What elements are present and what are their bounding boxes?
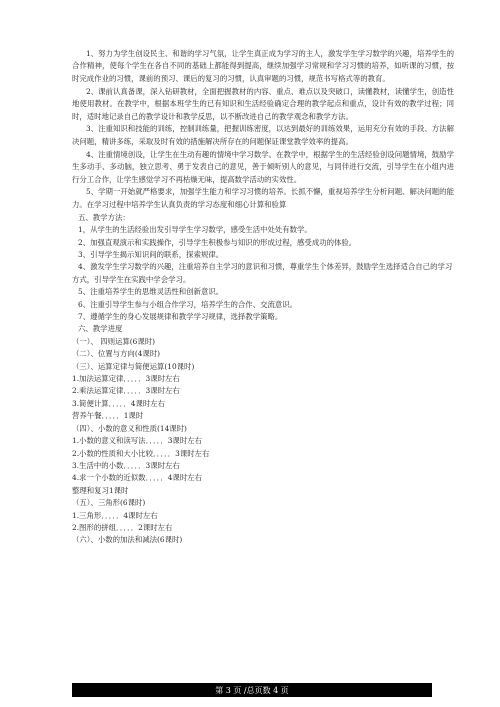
section-heading-schedule: 六、教学进度 [78, 324, 123, 334]
schedule-item: 2.图形的拼组．．．．．2课时左右 [72, 522, 173, 532]
schedule-item: 1.小数的意义和读写法．．．．．3课时左右 [72, 436, 202, 446]
schedule-item: 营养午餐．．．．．1课时 [72, 411, 144, 421]
schedule-item: 整理和复习1课时 [72, 485, 129, 495]
schedule-item: 3.简便计算．．．．．4课时左右 [72, 398, 166, 408]
schedule-item: 2.小数的性质和大小比较．．．．．3课时左右 [72, 448, 210, 458]
method-item: 4、激发学生学习数学的兴趣，注重培养自主学习的意识和习惯，尊重学生个体差异，鼓励学生选择适合自己的学习方式，引导学生在实践中学会学习。 [72, 262, 453, 284]
schedule-unit: （三）、运算定律与简便运算(10课时) [72, 361, 195, 371]
schedule-item: 4.求一个小数的近似数．．．．．4课时左右 [72, 473, 202, 483]
schedule-item: 1.加法运算定律．．．．．3课时左右 [72, 374, 180, 384]
page-footer: 第 3 页 /总页数 4 页 [72, 684, 432, 697]
schedule-item: 3.生活中的小数．．．．．3课时左右 [72, 460, 180, 470]
method-item: 3、引导学生揭示知识间的联系，探索规律。 [78, 250, 224, 259]
method-item: 1，从学生的生活经验出发引导学生学习数学，感受生活中处处有数学。 [78, 225, 312, 235]
schedule-item: 1.三角形．．．．．4课时左右 [72, 510, 158, 520]
schedule-unit: （二）、位置与方向(4课时) [72, 349, 161, 359]
method-item: 2、加强直观演示和实践操作，引导学生积极参与知识的形成过程，感受成功的体验。 [78, 237, 357, 247]
schedule-unit: （一）、 四则运算(6课时) [72, 336, 156, 346]
method-item: 5、注重培养学生的思维灵活性和创新意识。 [78, 287, 224, 297]
paragraph-1: 1、努力为学生创设民主、和谐的学习气氛，让学生真正成为学习的主人，激发学生学习数学的兴趣，培养学生的合作精神，使每个学生在各自不同的基础上都能得到提高，继续加强学习常规和学习习惯的培养，如听课的习惯，按时完成作业的习惯，课前的预习、课后的复习的习惯，认真审题的习惯，规范书写格式等的教育。 [72, 49, 454, 83]
schedule-unit: （六）、小数的加法和减法(6课时) [72, 535, 183, 545]
paragraph-5: 5、学期一开始就严格要求，加强学生能力和学习习惯的培养。长抓不懈，重视培养学生分析问题、解决问题的能力。在学习过程中培养学生认真负责的学习态度和细心计算和验算 [72, 187, 454, 209]
paragraph-2: 2、课前认真备课，深入钻研教材，全面把握教材的内容、重点、难点以及突破口，读懂教材，读懂学生，创造性地使用教材。在教学中，根据本班学生的已有知识和生活经验确定合理的教学起点和重点，设计有效的教学过程；同时，适时地记录自己的教学设计和教学反思，以不断改进自己的教学观念和教学方法。 [72, 86, 454, 121]
paragraph-4: 4、注重情境创设，让学生在生动有趣的情境中学习数学。在教学中，根据学生的生活经验创设问题情境，鼓励学生多动手、多动脑，独立思考、勇于发表自己的意见，善于倾听别人的意见，与同伴进行交流，引导学生在小组内进行分工合作，让学生感觉学习不再枯燥无味，提高数学活动的实效性。 [72, 149, 454, 184]
schedule-unit: （五）、三角形(6课时) [72, 498, 146, 508]
section-heading-methods: 五、教学方法： [78, 212, 130, 222]
paragraph-3: 3、注重知识和技能的训练，控制训练量，把握训练密度，以达到最好的训练效果，运用充分有效的手段、方法解决问题，精讲多练，采取及时有效的措施解决所存在的问题保证课堂教学效率的提高。 [72, 124, 454, 146]
document-body [72, 48, 454, 547]
method-item: 6、注重引导学生参与小组合作学习，培养学生的合作、交流意识。 [78, 299, 298, 309]
schedule-item: 2.乘法运算定律．．．．．3课时左右 [72, 386, 180, 396]
schedule-unit: （四）、小数的意义和性质(14课时) [72, 423, 187, 433]
method-item: 7、遵循学生的身心发展规律和教学学习规律，选择教学策略。 [78, 312, 283, 322]
